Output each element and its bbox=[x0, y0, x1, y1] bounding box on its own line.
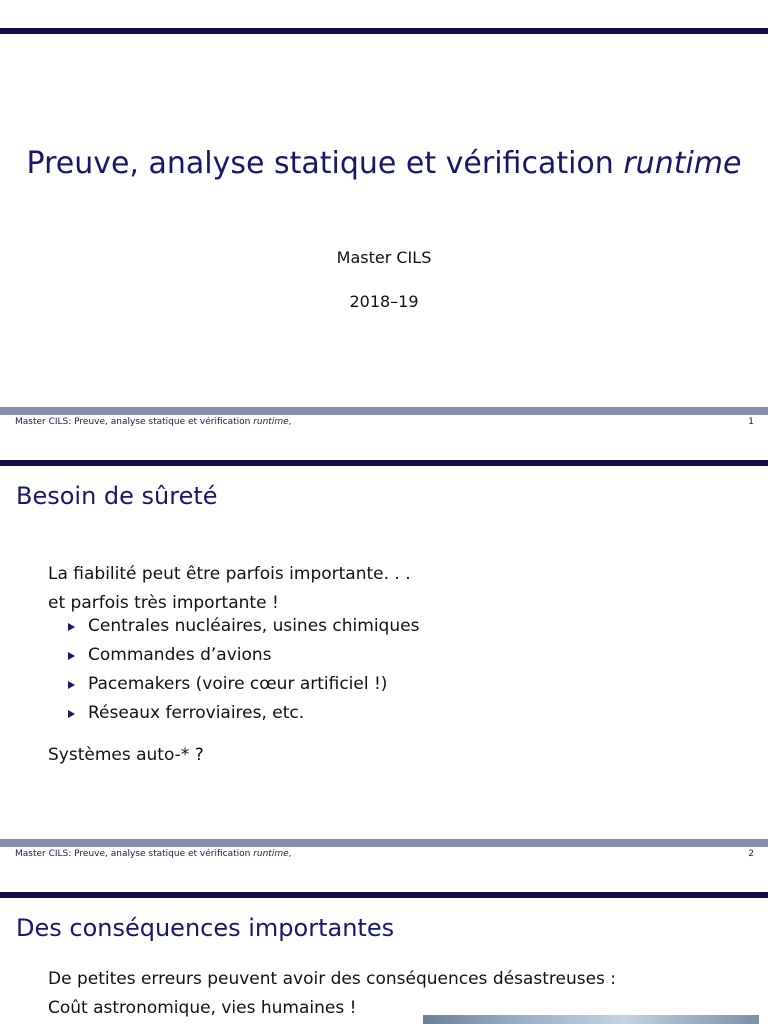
slide-top-bar bbox=[0, 892, 768, 898]
triangle-bullet-icon bbox=[68, 652, 75, 660]
slide-image bbox=[423, 1015, 759, 1024]
footer-text bbox=[15, 411, 292, 432]
footer-suffix: , bbox=[288, 417, 292, 427]
slide-3 bbox=[0, 864, 768, 1024]
intro-line-1: De petites erreurs peuvent avoir des conséquences désastreuses : bbox=[48, 969, 617, 989]
triangle-bullet-icon bbox=[68, 623, 75, 631]
list-item bbox=[66, 670, 419, 699]
frame-title: Des conséquences importantes bbox=[16, 914, 395, 942]
slide-number: 1 bbox=[748, 417, 754, 427]
slide-footer bbox=[0, 411, 768, 432]
list-item bbox=[66, 699, 419, 728]
list-item-text: Commandes d’avions bbox=[88, 645, 272, 665]
footer-prefix: Master CILS: Preuve, analyse statique et vérification bbox=[15, 849, 254, 859]
presentation-date: 2018–19 bbox=[349, 292, 419, 311]
slide-number: 2 bbox=[748, 849, 754, 859]
triangle-bullet-icon bbox=[68, 681, 75, 689]
title-italic: runtime bbox=[623, 146, 742, 181]
intro-line-2: et parfois très importante ! bbox=[48, 593, 279, 613]
presentation-subtitle: Master CILS bbox=[336, 248, 432, 267]
slide-1 bbox=[0, 0, 768, 432]
triangle-bullet-icon bbox=[68, 710, 75, 718]
slide-footer bbox=[0, 843, 768, 864]
intro-line-1: La fiabilité peut être parfois importante. . . bbox=[48, 564, 411, 584]
footer-italic: runtime bbox=[253, 849, 289, 859]
slide-2 bbox=[0, 432, 768, 864]
slide-top-bar bbox=[0, 460, 768, 466]
closing-text: Systèmes auto-* ? bbox=[48, 745, 204, 765]
footer-prefix: Master CILS: Preuve, analyse statique et vérification bbox=[15, 417, 254, 427]
list-item-text: Pacemakers (voire cœur artificiel !) bbox=[88, 674, 388, 694]
intro-text bbox=[48, 560, 411, 618]
frame-title: Besoin de sûreté bbox=[16, 482, 218, 510]
intro-line-2: Coût astronomique, vies humaines ! bbox=[48, 998, 357, 1018]
slide-top-bar bbox=[0, 28, 768, 34]
list-item-text: Réseaux ferroviaires, etc. bbox=[88, 703, 305, 723]
list-item-text: Centrales nucléaires, usines chimiques bbox=[88, 616, 420, 636]
list-item bbox=[66, 612, 419, 641]
footer-suffix: , bbox=[288, 849, 292, 859]
footer-text bbox=[15, 843, 292, 864]
footer-italic: runtime bbox=[253, 417, 289, 427]
presentation-title bbox=[0, 146, 768, 181]
bullet-list bbox=[66, 612, 419, 728]
title-main: Preuve, analyse statique et vérification bbox=[26, 146, 624, 181]
list-item bbox=[66, 641, 419, 670]
